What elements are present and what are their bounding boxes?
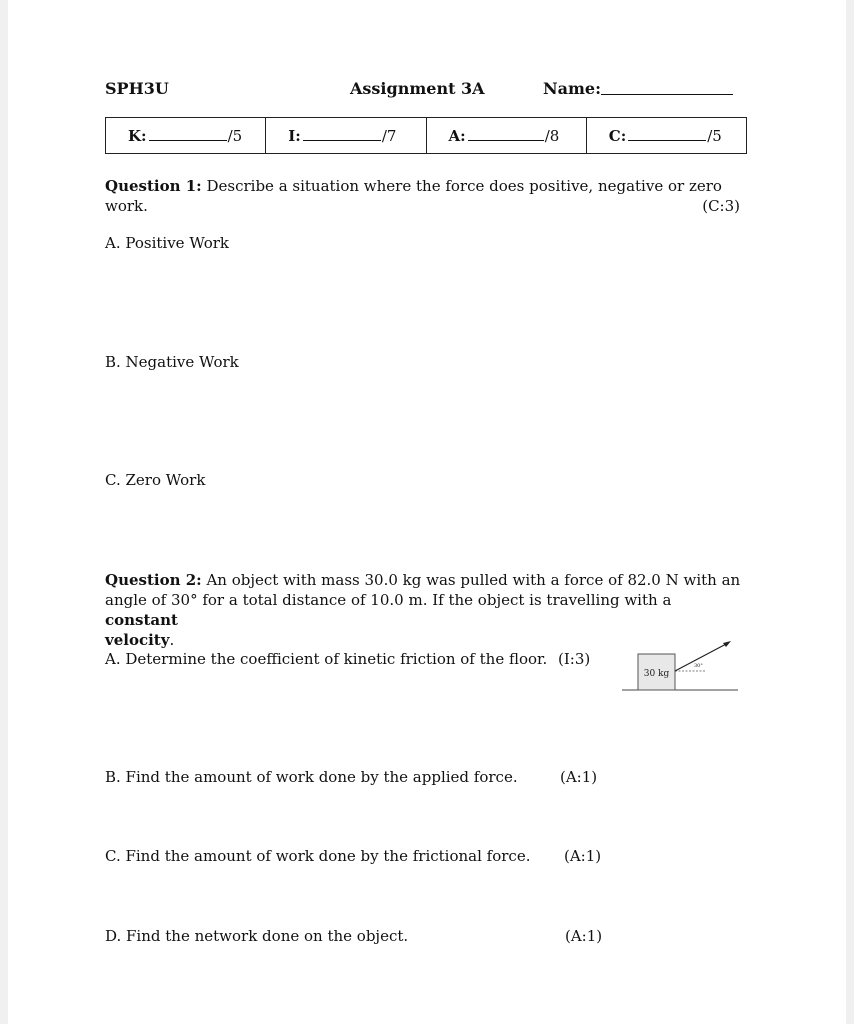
- marks-c-label: C:: [608, 126, 627, 145]
- question-2-part-d: D. Find the network done on the object.: [105, 927, 409, 945]
- question-2-part-b-mark: (A:1): [560, 768, 598, 786]
- marks-k-total: /5: [227, 126, 243, 145]
- question-1-text-line2: work.: [105, 197, 148, 215]
- force-arrowhead-icon: [723, 641, 731, 647]
- question-2-part-a: A. Determine the coefficient of kinetic friction of the floor.: [105, 650, 548, 668]
- question-2-line2: angle of 30° for a total distance of 10.0 m. If the object is travelling with a: [105, 591, 672, 609]
- question-2-part-a-mark: (I:3): [558, 650, 591, 668]
- marks-cell-a: [426, 118, 586, 154]
- marks-cell-k: [106, 118, 266, 154]
- marks-a-blank[interactable]: [468, 139, 544, 141]
- question-2-period: .: [169, 631, 175, 649]
- question-1: [105, 176, 745, 216]
- question-2-heading: Question 2:: [105, 571, 202, 589]
- marks-c-blank[interactable]: [628, 139, 706, 141]
- question-1-part-c: C. Zero Work: [105, 471, 206, 489]
- question-2-constant: constant: [105, 611, 178, 629]
- question-2-part-c: C. Find the amount of work done by the frictional force.: [105, 847, 531, 865]
- assignment-title: Assignment 3A: [350, 79, 485, 98]
- marks-cell-c: [586, 118, 746, 154]
- marks-cell-i: [266, 118, 426, 154]
- marks-i-total: /7: [381, 126, 397, 145]
- marks-k-label: K:: [128, 126, 147, 145]
- question-2-part-d-mark: (A:1): [565, 927, 603, 945]
- question-1-heading: Question 1:: [105, 177, 202, 195]
- name-blank-line[interactable]: [601, 94, 733, 95]
- angle-label: 30°: [694, 663, 703, 669]
- marks-table: [105, 117, 747, 154]
- marks-a-label: A:: [448, 126, 466, 145]
- question-2-line1: An object with mass 30.0 kg was pulled with a force of 82.0 N with an: [201, 571, 741, 589]
- name-label: Name:: [543, 79, 602, 98]
- marks-i-label: I:: [288, 126, 301, 145]
- force-diagram: [620, 636, 744, 696]
- question-2-part-c-mark: (A:1): [564, 847, 602, 865]
- question-2-part-b: B. Find the amount of work done by the applied force.: [105, 768, 518, 786]
- question-2-velocity: velocity: [105, 631, 170, 649]
- mass-box-label: 30 kg: [643, 669, 670, 679]
- marks-a-total: /8: [544, 126, 560, 145]
- question-1-mark: (C:3): [702, 197, 740, 215]
- course-code: SPH3U: [105, 79, 169, 98]
- question-1-text-line1: Describe a situation where the force does positive, negative or zero: [201, 177, 722, 195]
- marks-c-total: /5: [707, 126, 722, 145]
- question-1-part-b: B. Negative Work: [105, 353, 239, 371]
- question-1-part-a: A. Positive Work: [105, 234, 230, 252]
- marks-i-blank[interactable]: [303, 139, 381, 141]
- marks-k-blank[interactable]: [149, 139, 227, 141]
